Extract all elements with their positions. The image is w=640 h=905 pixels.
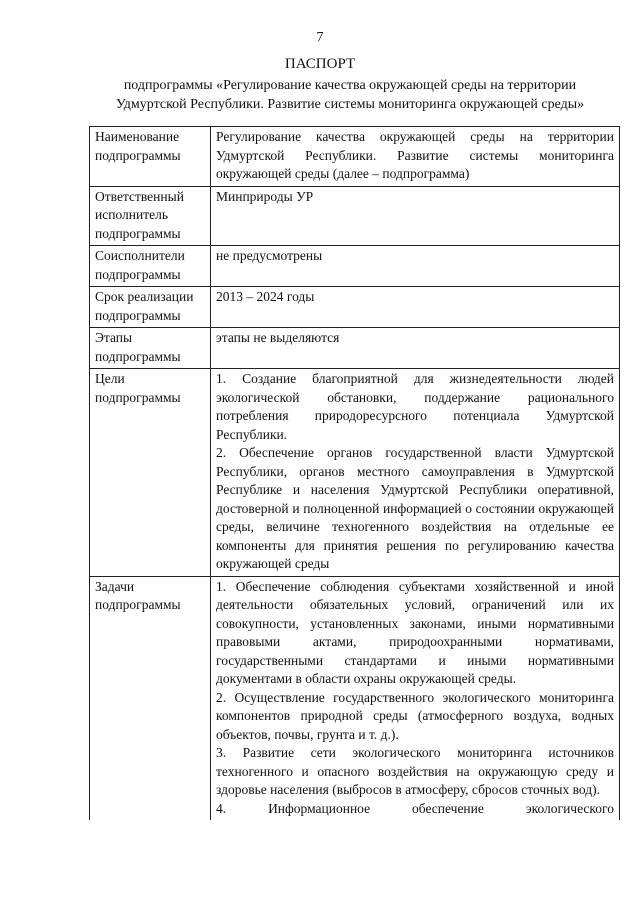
goal-item: 2. Обеспечение органов государственной власти Удмуртской Республики, органов местного самоуправления в Удмуртской Республике и населения Удмуртской Республики оперативной, достоверной и полноценной информацией о состоянии окружающей среды, величине техногенного воздействия на отдельные ее компоненты для принятия решения по регулированию качества окружающей среды — [216, 445, 614, 571]
label-line: подпрограммы — [95, 266, 181, 282]
subtitle-line-2: Удмуртской Республики. Развитие системы мониторинга окружающей среды» — [115, 97, 585, 112]
task-item: 1. Обеспечение соблюдения субъектами хозяйственной и иной деятельности обязательных условий, ограничений или их совокупности, установленных законами, иными нормативными правовыми актами, природоохранными нормативами, государственными стандартами и иными нормативными документами в области охраны окружающей среды. — [216, 578, 614, 686]
label-line: Ответственный — [95, 188, 184, 204]
label-line: Этапы — [95, 330, 133, 345]
label-line: подпрограммы — [95, 348, 181, 364]
label-line: подпрограммы — [95, 147, 181, 163]
table-row-goals — [90, 369, 620, 577]
passport-table — [89, 126, 620, 820]
label-line: Срок реализации — [95, 289, 194, 304]
row-value: Регулирование качества окружающей среды на территории Удмуртской Республики. Развитие системы мониторинга окружающей среды (далее – подпрограмма) — [211, 127, 620, 187]
label-line: Цели — [95, 371, 125, 386]
task-item: 2. Осуществление государственного экологического мониторинга компонентов природной среды (атмосферного воздуха, водных объектов, почвы, грунта и т. д.). — [216, 689, 614, 742]
table-row-executor — [90, 186, 620, 246]
table-row-coexecutors — [90, 246, 620, 287]
table-row-name — [90, 127, 620, 187]
label-line: Соисполнители — [95, 248, 185, 263]
label-line: подпрограммы — [95, 225, 181, 241]
task-item: 3. Развитие сети экологического мониторинга источников техногенного и опасного воздействия на окружающую среду и здоровье населения (выбросов в атмосферу, сбросов сточных вод). — [216, 745, 614, 797]
row-value — [211, 369, 620, 577]
row-value: Минприроды УР — [211, 186, 620, 246]
goal-item: 1. Создание благоприятной для жизнедеятельности людей экологической обстановки, поддержание рационального потребления природоресурсного потенциала Удмуртской Республики. — [216, 371, 614, 442]
row-label — [90, 576, 211, 820]
row-value: не предусмотрены — [211, 246, 620, 287]
label-line: Задачи — [95, 578, 135, 594]
row-label — [90, 127, 211, 187]
task-item: 4. Информационное обеспечение экологического — [216, 800, 614, 816]
table-row-period — [90, 287, 620, 328]
table-row-tasks — [90, 576, 620, 820]
row-label — [90, 369, 211, 577]
table-row-stages — [90, 328, 620, 369]
label-line: подпрограммы — [95, 307, 181, 323]
label-line: исполнитель — [95, 207, 168, 222]
row-label — [90, 328, 211, 369]
page-number: 7 — [316, 30, 324, 45]
document-subtitle — [60, 76, 640, 114]
row-value: 2013 – 2024 годы — [211, 287, 620, 328]
row-label — [90, 246, 211, 287]
row-label — [90, 287, 211, 328]
row-label — [90, 186, 211, 246]
label-line: подпрограммы — [95, 597, 181, 612]
row-value: этапы не выделяются — [211, 328, 620, 369]
subtitle-line-1: подпрограммы «Регулирование качества окружающей среды на территории — [123, 78, 577, 93]
row-value — [211, 576, 620, 820]
document-title: ПАСПОРТ — [284, 56, 356, 72]
label-line: Наименование — [95, 129, 180, 144]
label-line: подпрограммы — [95, 389, 181, 405]
